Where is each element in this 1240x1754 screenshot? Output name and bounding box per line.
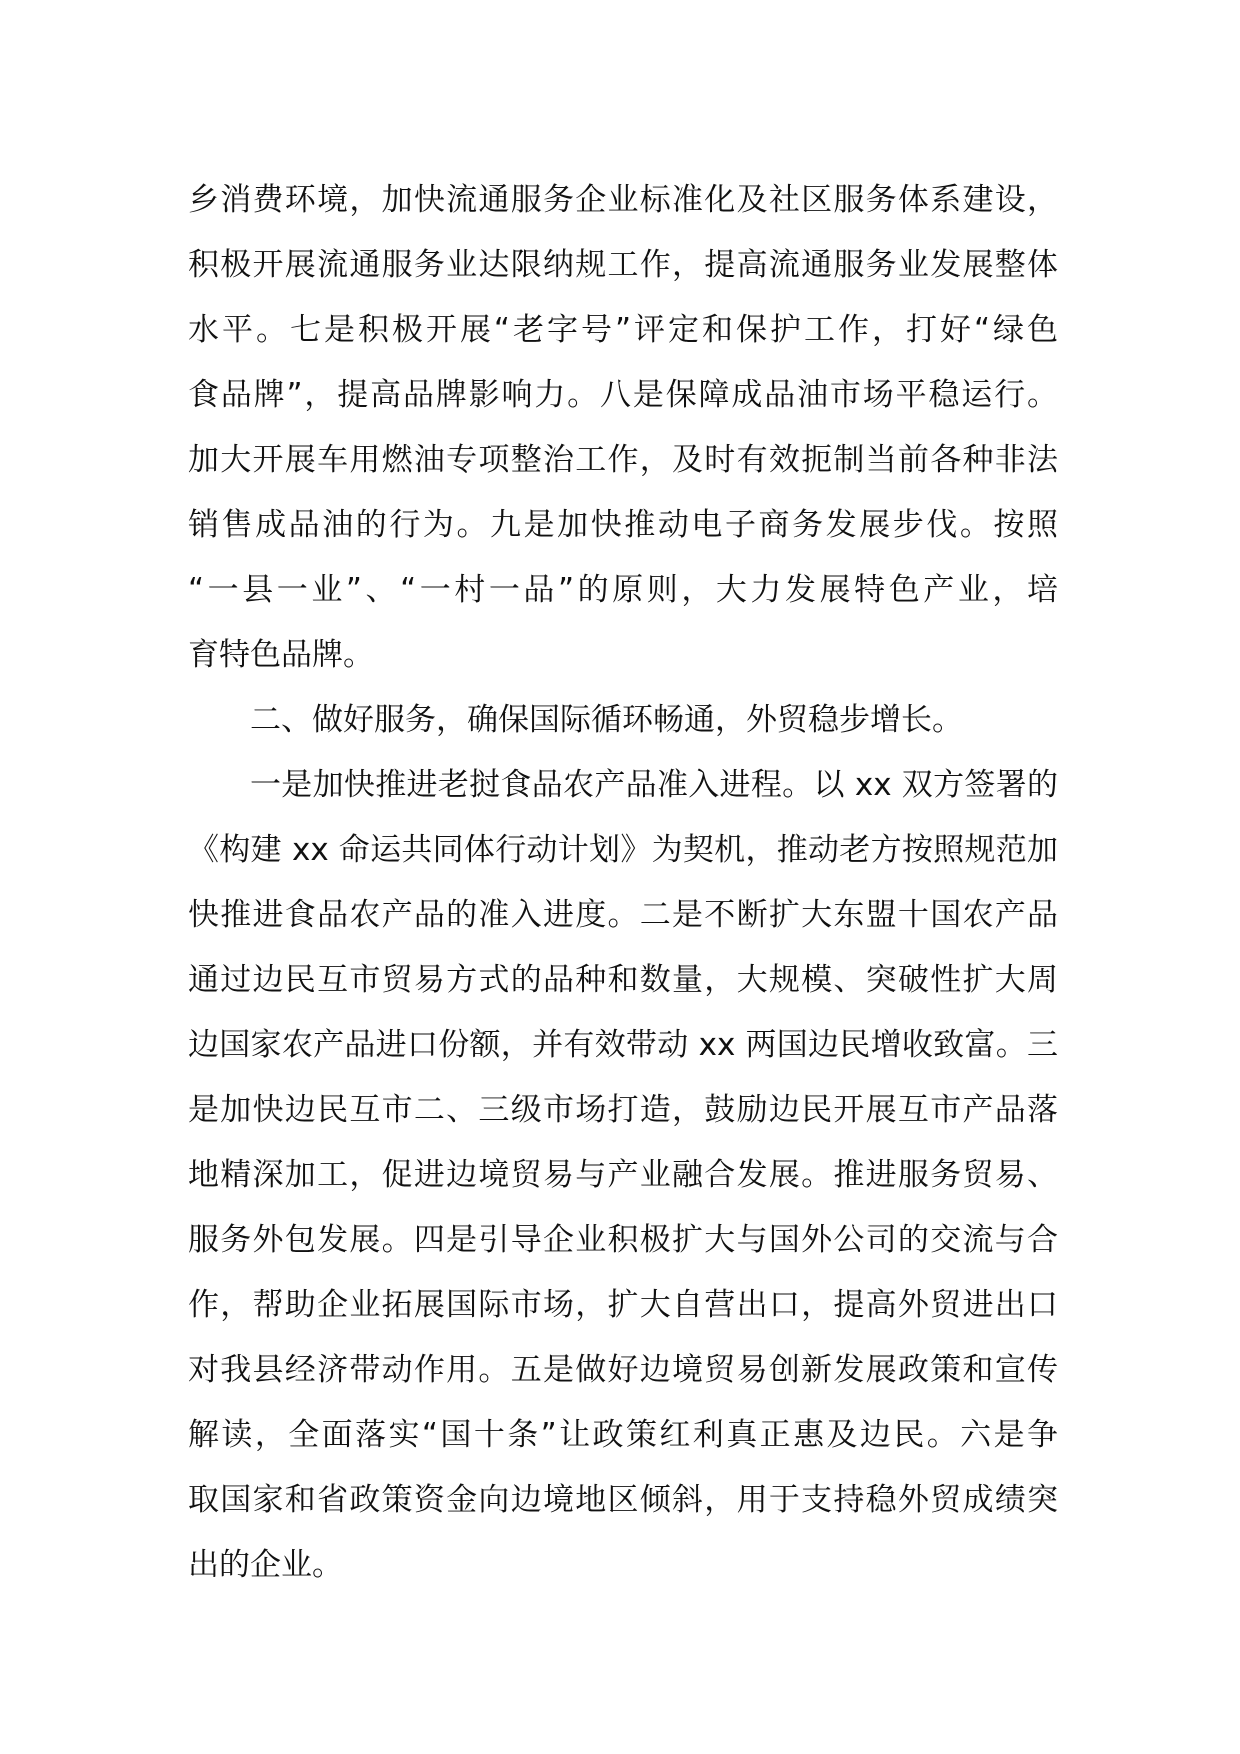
paragraph-1-line-6: 销售成品油的行为。九是加快推动电子商务发展步伐。按照	[188, 507, 1058, 543]
paragraph-1-line-5: 加大开展车用燃油专项整治工作，及时有效扼制当前各种非法	[188, 442, 1058, 478]
paragraph-2-line-4: 通过边民互市贸易方式的品种和数量，大规模、突破性扩大周	[188, 962, 1058, 998]
paragraph-1	[188, 168, 1058, 688]
paragraph-2-line-8: 服务外包发展。四是引导企业积极扩大与国外公司的交流与合	[188, 1222, 1058, 1258]
paragraph-2-line-5: 边国家农产品进口份额，并有效带动 xx 两国边民增收致富。三	[188, 1027, 1058, 1063]
paragraph-1-line-3: 水平。七是积极开展“老字号”评定和保护工作，打好“绿色	[188, 312, 1058, 348]
paragraph-2-line-7: 地精深加工，促进边境贸易与产业融合发展。推进服务贸易、	[188, 1157, 1058, 1193]
paragraph-2-line-9: 作，帮助企业拓展国际市场，扩大自营出口，提高外贸进出口	[188, 1287, 1058, 1323]
section-heading	[188, 688, 1058, 753]
section-heading-2: 二、做好服务，确保国际循环畅通，外贸稳步增长。	[250, 702, 963, 738]
paragraph-1-line-8: 育特色品牌。	[188, 637, 374, 673]
paragraph-2-line-11: 解读，全面落实“国十条”让政策红利真正惠及边民。六是争	[188, 1417, 1058, 1453]
paragraph-1-line-7: “一县一业”、“一村一品”的原则，大力发展特色产业，培	[188, 572, 1058, 608]
paragraph-2-line-1: 一是加快推进老挝食品农产品准入进程。以 xx 双方签署的	[250, 767, 1058, 803]
paragraph-2-line-13: 出的企业。	[188, 1547, 343, 1583]
paragraph-1-line-4: 食品牌”，提高品牌影响力。八是保障成品油市场平稳运行。	[188, 377, 1058, 413]
paragraph-2-line-3: 快推进食品农产品的准入进度。二是不断扩大东盟十国农产品	[188, 897, 1058, 933]
paragraph-1-line-1: 乡消费环境，加快流通服务企业标准化及社区服务体系建设，	[188, 182, 1058, 218]
paragraph-2-line-6: 是加快边民互市二、三级市场打造，鼓励边民开展互市产品落	[188, 1092, 1058, 1128]
document-body	[188, 168, 1058, 1598]
paragraph-2-line-10: 对我县经济带动作用。五是做好边境贸易创新发展政策和宣传	[188, 1352, 1058, 1388]
paragraph-2-line-12: 取国家和省政策资金向边境地区倾斜，用于支持稳外贸成绩突	[188, 1482, 1058, 1518]
paragraph-2	[188, 753, 1058, 1598]
paragraph-2-line-2: 《构建 xx 命运共同体行动计划》为契机，推动老方按照规范加	[188, 832, 1058, 868]
paragraph-1-line-2: 积极开展流通服务业达限纳规工作，提高流通服务业发展整体	[188, 247, 1058, 283]
